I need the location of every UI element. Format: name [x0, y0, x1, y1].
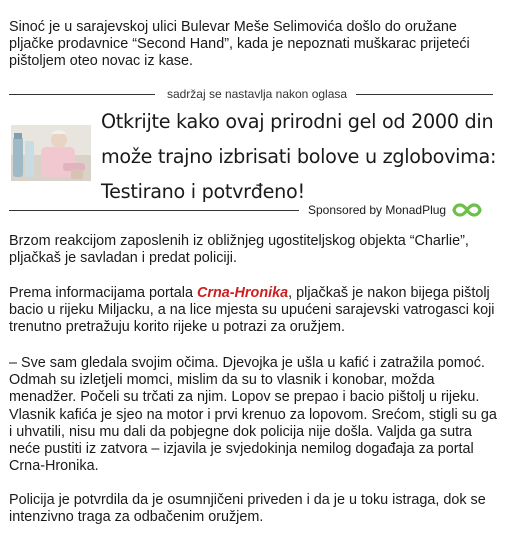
infinity-icon[interactable] [452, 202, 482, 218]
article-paragraph-arrest: Brzom reakcijom zaposlenih iz obližnjeg ugostiteljskog objekta “Charlie”, pljačkaš je savladan i predat policiji. [9, 233, 469, 267]
crna-hronika-link[interactable]: Crna-Hronika [196, 285, 289, 301]
divider-line-left [9, 94, 155, 95]
article-paragraph-source [9, 285, 501, 337]
sponsor-divider-line [9, 210, 299, 211]
divider-line-right [356, 94, 493, 95]
paragraph-text-after-link: , pljačkaš je nakon bijega pištolj bacio u rijeku Miljacku, a na lice mjesta su upućeni sarajevski vatrogasci koji trenutno pretražuju korito rijeke u potrazi za oružjem. [9, 285, 495, 336]
ad-thumbnail-illustration [11, 125, 91, 181]
article-paragraph-witness-quote: – Sve sam gledala svojim očima. Djevojka je ušla u kafić i zatražila pomoć. Odmah su izletjeli momci, mislim da su to vlasnik i konobar, možda menadžer. Počeli su trčati za njim. Lopov se prepao i bacio pištolj u rijeku. Vlasnik kafića je sjeo na motor i prvi krenuo za lopovom. Srećom, stigli su ga i uhvatili, nisu mu dali da pobjegne dok policija nije došla. Valjda ga sutra neće pustiti iz zatvora – izjavila je svjedokinja nemilog događaja za portal Crna-Hronika. [9, 355, 497, 475]
ad-headline-link[interactable]: Otkrijte kako ovaj prirodni gel od 2000 din može trajno izbrisati bolove u zglobovima: Testirano i potvrđeno! [101, 110, 497, 203]
paragraph-text-before-link: Prema informacijama portala [9, 285, 197, 301]
ad-sponsor-row [9, 200, 493, 220]
ad-divider-label: sadržaj se nastavlja nakon oglasa [166, 87, 348, 101]
article-paragraph-police: Policija je potvrdila da je osumnjičeni priveden i da je u toku istraga, dok se intenzivno traga za odbačenim oružjem. [9, 492, 486, 526]
ad-thumbnail-image[interactable] [11, 125, 91, 181]
sponsor-label[interactable]: Sponsored by MonadPlug [308, 203, 447, 217]
ad-divider [9, 87, 493, 101]
article-paragraph-intro: Sinoć je u sarajevskoj ulici Bulevar Meše Selimovića došlo do oružane pljačke prodavnice “Second Hand”, kada je nepoznati muškarac prijeteći pištoljem oteo novac iz kase. [9, 19, 470, 70]
